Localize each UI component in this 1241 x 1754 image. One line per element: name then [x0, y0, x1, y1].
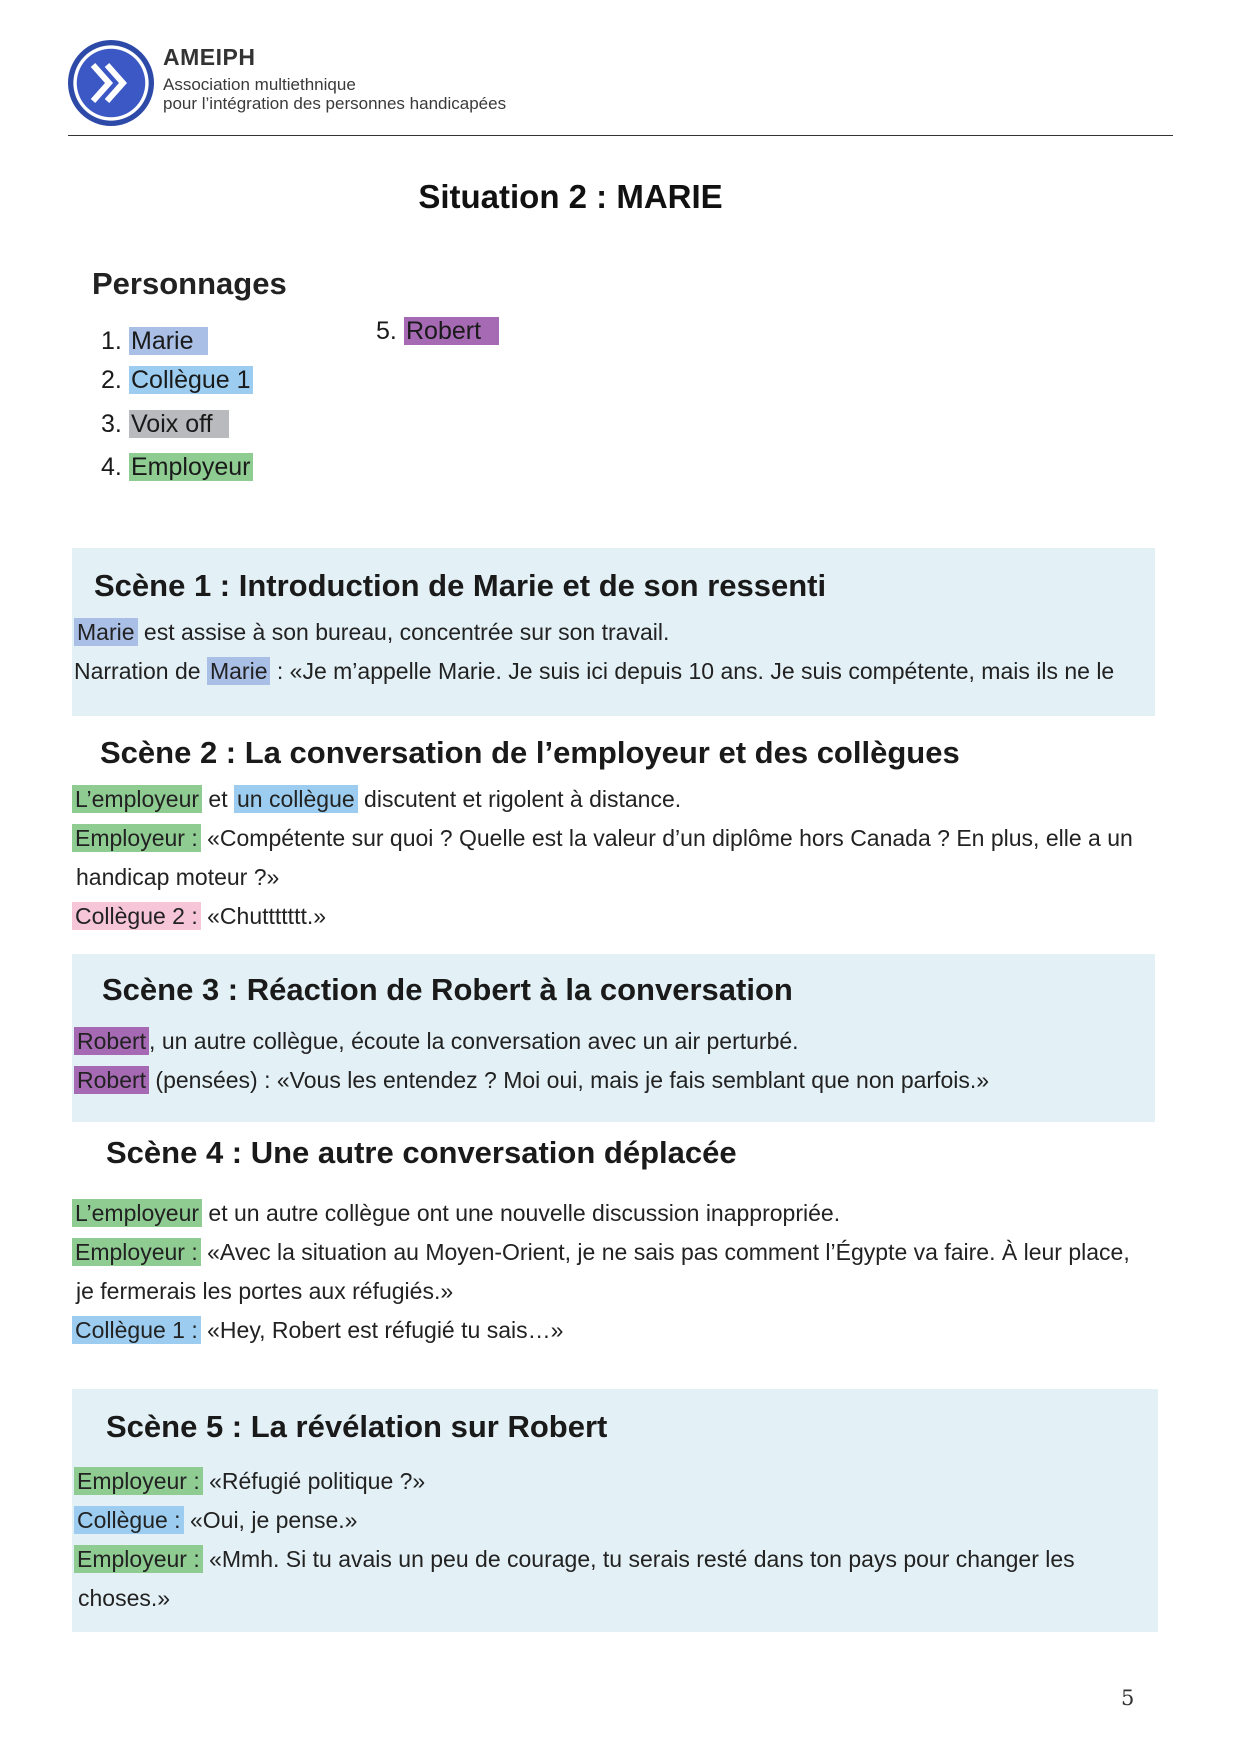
- scene-1-line-1: [74, 616, 669, 648]
- character-number: 1.: [101, 327, 122, 355]
- scene-2-line-4: [72, 900, 326, 932]
- scene-2-line-2: [72, 822, 1133, 854]
- line-text: «Mmh. Si tu avais un peu de courage, tu serais resté dans ton pays pour changer les: [202, 1546, 1075, 1572]
- character-name-employeur: Employeur: [131, 453, 251, 481]
- line-text: «Réfugié politique ?»: [202, 1468, 426, 1494]
- scene-5-line-2: [74, 1504, 357, 1536]
- speaker-employeur: Employeur :: [74, 1545, 203, 1573]
- scene-4-line-4: [72, 1314, 563, 1346]
- speaker-collegue-1: Collègue 1 :: [72, 1316, 201, 1344]
- speaker-marie: Marie: [74, 618, 138, 646]
- line-text: et un autre collègue ont une nouvelle discussion inappropriée.: [202, 1200, 841, 1226]
- scene-5-line-1: [74, 1465, 425, 1497]
- speaker-robert: Robert: [74, 1027, 149, 1055]
- line-text: discutent et rigolent à distance.: [357, 786, 682, 812]
- speaker-employeur: Employeur :: [72, 1238, 201, 1266]
- character-item: [101, 324, 208, 358]
- character-name-robert: Robert: [404, 317, 499, 345]
- scene-2-line-3: [76, 861, 279, 893]
- line-text: , un autre collègue, écoute la conversation avec un air perturbé.: [149, 1028, 799, 1054]
- scene-5-line-4: [78, 1582, 170, 1614]
- line-mid: et: [202, 786, 234, 812]
- scene-5-line-3: [74, 1543, 1075, 1575]
- scene-4-line-3: [76, 1275, 453, 1307]
- characters-heading: Personnages: [92, 266, 287, 301]
- logo: [68, 40, 154, 126]
- scene-2-title: Scène 2 : La conversation de l’employeur et des collègues: [100, 735, 960, 770]
- org-full-name-line2: pour l’intégration des personnes handicapées: [163, 94, 507, 113]
- scene-3-title: Scène 3 : Réaction de Robert à la conversation: [102, 972, 793, 1007]
- line-text: «Oui, je pense.»: [183, 1507, 358, 1533]
- line-text: «Chuttttttt.»: [200, 903, 327, 929]
- scene-1-title: Scène 1 : Introduction de Marie et de son ressenti: [94, 568, 827, 603]
- speaker-employeur: Employeur :: [74, 1467, 203, 1495]
- speaker-employeur: L’employeur: [72, 785, 202, 813]
- page-title: Situation 2 : MARIE: [418, 178, 723, 215]
- chevron-logo-icon: [71, 43, 151, 123]
- speaker-employeur: L’employeur: [72, 1199, 202, 1227]
- character-number: 2.: [101, 366, 122, 394]
- scene-4-line-1: [72, 1197, 840, 1229]
- line-prefix: Narration de: [74, 658, 207, 684]
- scene-2-line-1: [72, 783, 681, 815]
- speaker-collegue: Collègue :: [74, 1506, 184, 1534]
- character-item: [376, 314, 499, 348]
- character-item: [101, 450, 253, 484]
- scene-3-line-2: [74, 1064, 989, 1096]
- character-number: 5.: [376, 317, 397, 345]
- line-text: : «Je m’appelle Marie. Je suis ici depuis 10 ans. Je suis compétente, mais ils ne le: [270, 658, 1115, 684]
- character-number: 4.: [101, 453, 122, 481]
- scene-3-line-1: [74, 1025, 799, 1057]
- line-text: handicap moteur ?»: [76, 864, 280, 890]
- speaker-employeur: Employeur :: [72, 824, 201, 852]
- line-text: «Hey, Robert est réfugié tu sais…»: [200, 1317, 564, 1343]
- character-name-marie: Marie: [129, 327, 208, 355]
- line-text: «Avec la situation au Moyen-Orient, je ne sais pas comment l’Égypte va faire. À leur place,: [200, 1239, 1130, 1265]
- page-number: 5: [1121, 1686, 1135, 1710]
- character-item: [101, 407, 229, 441]
- scene-5-title: Scène 5 : La révélation sur Robert: [106, 1409, 608, 1444]
- org-full-name-line1: Association multiethnique: [163, 75, 356, 94]
- scene-4-line-2: [72, 1236, 1130, 1268]
- speaker-collegue: un collègue: [234, 785, 358, 813]
- scene-1-line-2: [74, 655, 1114, 687]
- line-text: choses.»: [78, 1585, 171, 1611]
- line-text: (pensées) : «Vous les entendez ? Moi oui, mais je fais semblant que non parfois.»: [149, 1067, 990, 1093]
- header-divider: [68, 135, 1173, 136]
- speaker-robert: Robert: [74, 1066, 149, 1094]
- line-text: «Compétente sur quoi ? Quelle est la valeur d’un diplôme hors Canada ? En plus, elle a un: [200, 825, 1133, 851]
- speaker-collegue-2: Collègue 2 :: [72, 902, 201, 930]
- character-name-voix-off: Voix off: [129, 410, 229, 438]
- speaker-marie: Marie: [207, 657, 271, 685]
- line-text: est assise à son bureau, concentrée sur son travail.: [137, 619, 670, 645]
- org-short-name: AMEIPH: [163, 44, 256, 70]
- line-text: je fermerais les portes aux réfugiés.»: [76, 1278, 454, 1304]
- scene-4-title: Scène 4 : Une autre conversation déplacée: [106, 1135, 737, 1170]
- character-number: 3.: [101, 410, 122, 438]
- character-item: [101, 363, 253, 397]
- character-name-collegue-1: Collègue 1: [131, 366, 251, 394]
